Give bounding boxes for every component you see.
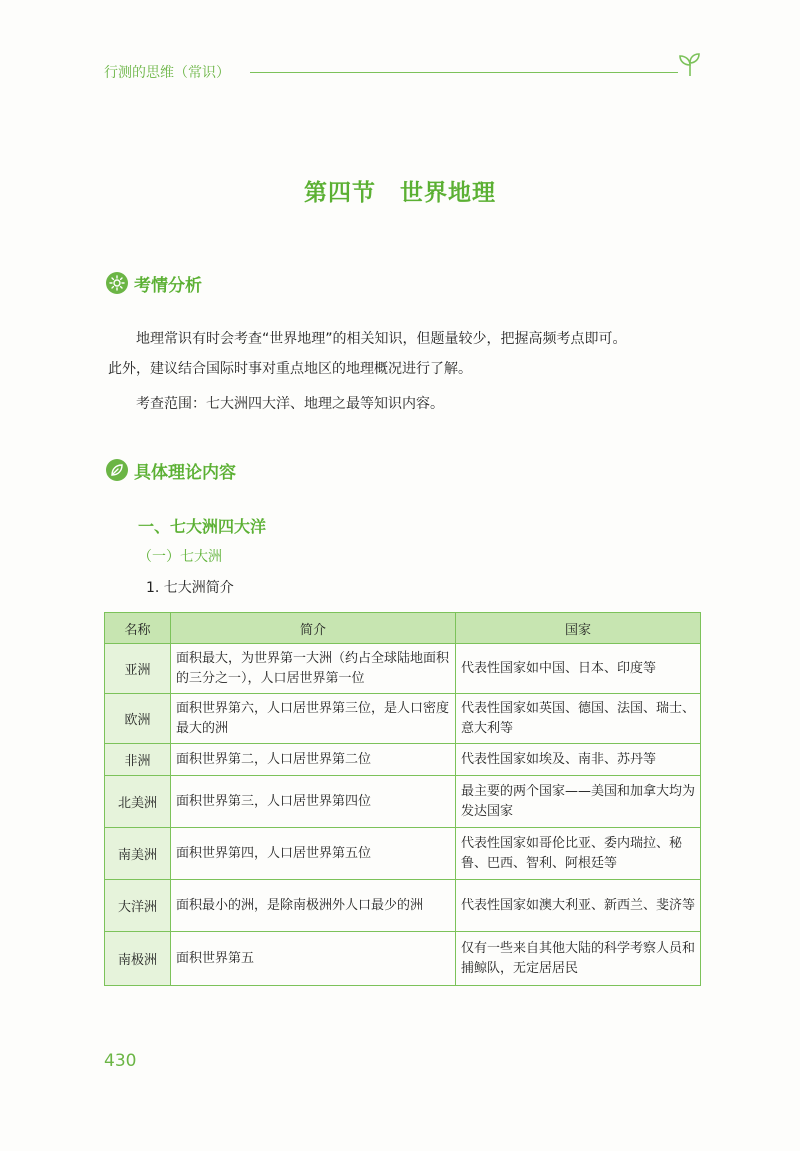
continent-countries: 最主要的两个国家——美国和加拿大均为发达国家 [456, 776, 701, 828]
continent-intro: 面积最小的洲，是除南极洲外人口最少的洲 [171, 880, 456, 932]
table-row [105, 644, 701, 694]
continent-countries: 代表性国家如澳大利亚、新西兰、斐济等 [456, 880, 701, 932]
subsection-item-title: 1. 七大洲简介 [146, 580, 234, 596]
continent-intro: 面积世界第三，人口居世界第四位 [171, 776, 456, 828]
continent-intro: 面积世界第二，人口居世界第二位 [171, 744, 456, 776]
table-row [105, 828, 701, 880]
sun-icon [106, 272, 128, 294]
sprout-icon [676, 50, 704, 78]
continent-name: 欧洲 [105, 694, 171, 744]
theory-heading [106, 457, 236, 483]
subsection-subtitle: （一）七大洲 [138, 549, 222, 565]
header-rule [250, 72, 678, 73]
exam-scope-paragraph: 考查范围：七大洲四大洋、地理之最等知识内容。 [136, 396, 444, 412]
continent-countries: 代表性国家如中国、日本、印度等 [456, 644, 701, 694]
continent-intro: 面积最大，为世界第一大洲（约占全球陆地面积的三分之一），人口居世界第一位 [171, 644, 456, 694]
continent-countries: 仅有一些来自其他大陆的科学考察人员和捕鲸队，无定居居民 [456, 932, 701, 986]
page-title: 第四节 世界地理 [304, 180, 496, 206]
table-row [105, 744, 701, 776]
continent-intro: 面积世界第六，人口居世界第三位，是人口密度最大的洲 [171, 694, 456, 744]
continent-countries: 代表性国家如埃及、南非、苏丹等 [456, 744, 701, 776]
continent-countries: 代表性国家如英国、德国、法国、瑞士、意大利等 [456, 694, 701, 744]
continent-name: 亚洲 [105, 644, 171, 694]
table-header-row [105, 613, 701, 644]
continent-name: 南极洲 [105, 932, 171, 986]
table-row [105, 776, 701, 828]
table-row [105, 694, 701, 744]
running-header [104, 58, 704, 86]
continent-countries: 代表性国家如哥伦比亚、委内瑞拉、秘鲁、巴西、智利、阿根廷等 [456, 828, 701, 880]
column-header-intro: 简介 [171, 613, 456, 644]
continent-name: 南美洲 [105, 828, 171, 880]
table-row [105, 880, 701, 932]
table-row [105, 932, 701, 986]
theory-heading-text: 具体理论内容 [134, 462, 236, 483]
header-title: 行测的思维（常识） [104, 65, 230, 81]
column-header-name: 名称 [105, 613, 171, 644]
continent-name: 大洋洲 [105, 880, 171, 932]
continent-name: 非洲 [105, 744, 171, 776]
continents-table [104, 612, 701, 986]
exam-analysis-paragraph-line1: 地理常识有时会考查“世界地理”的相关知识，但题量较少，把握高频考点即可。 [136, 331, 627, 347]
page-number: 430 [104, 1051, 137, 1071]
exam-analysis-paragraph-line2: 此外，建议结合国际时事对重点地区的地理概况进行了解。 [108, 361, 472, 377]
column-header-country: 国家 [456, 613, 701, 644]
continent-intro: 面积世界第四，人口居世界第五位 [171, 828, 456, 880]
continent-intro: 面积世界第五 [171, 932, 456, 986]
leaf-icon [106, 459, 128, 481]
exam-analysis-heading [106, 270, 202, 296]
exam-analysis-heading-text: 考情分析 [134, 275, 202, 296]
subsection-title: 一、七大洲四大洋 [138, 517, 267, 536]
continent-name: 北美洲 [105, 776, 171, 828]
